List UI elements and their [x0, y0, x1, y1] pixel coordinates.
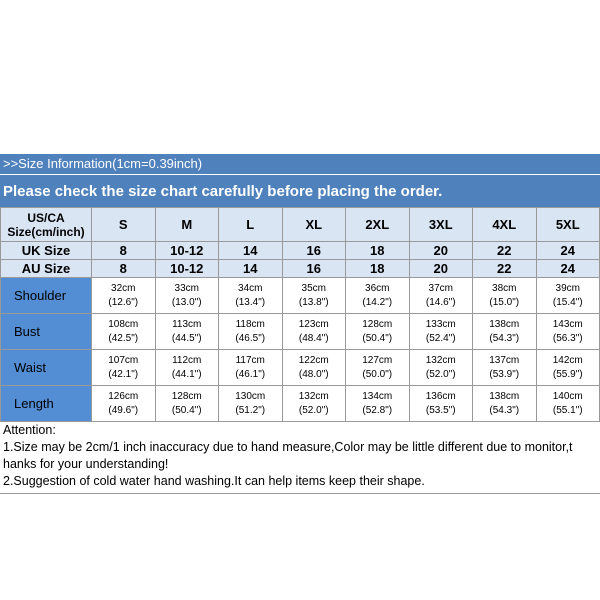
measurement-cell	[473, 278, 537, 314]
measurement-row	[1, 386, 600, 422]
measurement-row	[1, 314, 600, 350]
inch-value: (56.3")	[552, 332, 583, 344]
measurement-cell	[473, 350, 537, 386]
measurement-row	[1, 350, 600, 386]
inch-value: (54.3")	[489, 404, 520, 416]
measurement-cell	[409, 314, 473, 350]
measurement-cell	[282, 278, 346, 314]
uk-size-cell: 22	[473, 242, 537, 260]
measurement-cell	[92, 386, 156, 422]
uk-size-cell: 24	[536, 242, 600, 260]
measurement-label: Shoulder	[1, 278, 92, 314]
inch-value: (14.2")	[362, 296, 393, 308]
au-size-cell: 18	[346, 260, 410, 278]
measurement-cell	[536, 350, 600, 386]
measurement-cell	[536, 386, 600, 422]
measurement-cell	[409, 386, 473, 422]
inch-value: (42.1")	[108, 368, 139, 380]
au-size-cell: 20	[409, 260, 473, 278]
inch-value: (13.8")	[298, 296, 329, 308]
uk-size-cell: 16	[282, 242, 346, 260]
au-size-cell: 14	[219, 260, 283, 278]
measurement-cell	[346, 350, 410, 386]
size-chart	[0, 154, 600, 494]
cm-value: 128cm	[362, 318, 393, 330]
measurement-cell	[536, 278, 600, 314]
cm-value: 134cm	[362, 390, 393, 402]
inch-value: (44.5")	[171, 332, 202, 344]
inch-value: (13.0")	[171, 296, 202, 308]
inch-value: (54.3")	[489, 332, 520, 344]
inch-value: (12.6")	[108, 296, 139, 308]
measurement-cell	[282, 386, 346, 422]
measurement-label: Waist	[1, 350, 92, 386]
cm-value: 117cm	[235, 354, 265, 366]
cm-value: 122cm	[298, 354, 329, 366]
measurement-cell	[155, 314, 219, 350]
cm-value: 37cm	[428, 282, 453, 294]
cm-value: 130cm	[235, 390, 266, 402]
measurement-cell	[92, 314, 156, 350]
au-size-cell: 24	[536, 260, 600, 278]
measurement-cell	[219, 278, 283, 314]
cm-value: 36cm	[365, 282, 390, 294]
inch-value: (48.4")	[298, 332, 329, 344]
cm-value: 108cm	[108, 318, 139, 330]
uk-size-cell: 20	[409, 242, 473, 260]
size-info-banner: >>Size Information(1cm=0.39inch)	[0, 154, 600, 174]
inch-value: (14.6")	[425, 296, 456, 308]
note-line-1: 1.Size may be 2cm/1 inch inaccuracy due to hand measure,Color may be little different due to monitor,t hanks for your understanding!	[3, 440, 573, 471]
us-size-cell: 5XL	[536, 208, 600, 242]
measurement-cell	[473, 386, 537, 422]
inch-value: (52.0")	[298, 404, 329, 416]
inch-value: (52.0")	[425, 368, 456, 380]
inch-value: (50.0")	[362, 368, 393, 380]
us-size-row	[1, 208, 600, 242]
measurement-cell	[219, 314, 283, 350]
au-size-cell: 16	[282, 260, 346, 278]
inch-value: (44.1")	[171, 368, 202, 380]
measurement-cell	[409, 350, 473, 386]
cm-value: 112cm	[172, 354, 202, 366]
cm-value: 127cm	[362, 354, 393, 366]
cm-value: 138cm	[489, 318, 520, 330]
cm-value: 143cm	[552, 318, 583, 330]
uk-size-cell: 10-12	[155, 242, 219, 260]
measurement-cell	[219, 386, 283, 422]
us-size-cell: S	[92, 208, 156, 242]
inch-value: (50.4")	[171, 404, 202, 416]
inch-value: (15.4")	[552, 296, 583, 308]
us-size-cell: 4XL	[473, 208, 537, 242]
measurement-cell	[92, 350, 156, 386]
measurement-cell	[536, 314, 600, 350]
inch-value: (55.1")	[552, 404, 583, 416]
measurement-cell	[282, 314, 346, 350]
cm-value: 136cm	[425, 390, 456, 402]
cm-value: 126cm	[108, 390, 139, 402]
cm-value: 107cm	[108, 354, 139, 366]
measurement-cell	[155, 386, 219, 422]
au-size-row	[1, 260, 600, 278]
cm-value: 142cm	[552, 354, 583, 366]
cm-value: 137cm	[489, 354, 520, 366]
cm-value: 133cm	[425, 318, 456, 330]
inch-value: (13.4")	[235, 296, 266, 308]
measurement-cell	[155, 350, 219, 386]
uk-size-row	[1, 242, 600, 260]
measurement-cell	[346, 314, 410, 350]
cm-value: 34cm	[238, 282, 263, 294]
inch-value: (48.0")	[298, 368, 329, 380]
inch-value: (53.9")	[489, 368, 520, 380]
inch-value: (52.8")	[362, 404, 393, 416]
uk-size-cell: 14	[219, 242, 283, 260]
us-size-cell: XL	[282, 208, 346, 242]
inch-value: (15.0")	[489, 296, 520, 308]
cm-value: 35cm	[301, 282, 326, 294]
cm-value: 38cm	[492, 282, 517, 294]
inch-value: (51.2")	[235, 404, 266, 416]
cm-value: 132cm	[298, 390, 329, 402]
au-size-label: AU Size	[1, 260, 92, 278]
measurement-cell	[219, 350, 283, 386]
cm-value: 128cm	[171, 390, 202, 402]
measurement-row	[1, 278, 600, 314]
measurement-cell	[473, 314, 537, 350]
measurement-label: Length	[1, 386, 92, 422]
uk-size-label: UK Size	[1, 242, 92, 260]
measurement-cell	[346, 386, 410, 422]
inch-value: (55.9")	[552, 368, 583, 380]
note-line-2: 2.Suggestion of cold water hand washing.It can help items keep their shape.	[3, 474, 425, 488]
us-size-cell: L	[219, 208, 283, 242]
cm-value: 138cm	[489, 390, 520, 402]
au-size-cell: 8	[92, 260, 156, 278]
measurement-cell	[155, 278, 219, 314]
us-size-cell: M	[155, 208, 219, 242]
us-size-cell: 3XL	[409, 208, 473, 242]
cm-value: 32cm	[111, 282, 136, 294]
cm-value: 118cm	[235, 318, 265, 330]
measurement-cell	[92, 278, 156, 314]
measurement-cell	[346, 278, 410, 314]
cm-value: 113cm	[172, 318, 202, 330]
notes-section	[0, 422, 600, 494]
check-size-banner: Please check the size chart carefully before placing the order.	[0, 174, 600, 207]
au-size-cell: 22	[473, 260, 537, 278]
cm-value: 123cm	[298, 318, 329, 330]
measurement-cell	[282, 350, 346, 386]
inch-value: (46.1")	[235, 368, 266, 380]
measurement-cell	[409, 278, 473, 314]
cm-value: 39cm	[555, 282, 580, 294]
uk-size-cell: 8	[92, 242, 156, 260]
attention-heading: Attention:	[3, 423, 56, 437]
inch-value: (50.4")	[362, 332, 393, 344]
us-size-label: US/CA Size(cm/inch)	[1, 208, 92, 242]
au-size-cell: 10-12	[155, 260, 219, 278]
cm-value: 33cm	[174, 282, 199, 294]
cm-value: 132cm	[425, 354, 456, 366]
us-size-cell: 2XL	[346, 208, 410, 242]
inch-value: (53.5")	[425, 404, 456, 416]
measurement-label: Bust	[1, 314, 92, 350]
inch-value: (42.5")	[108, 332, 139, 344]
size-table	[0, 207, 600, 422]
inch-value: (52.4")	[425, 332, 456, 344]
cm-value: 140cm	[552, 390, 583, 402]
uk-size-cell: 18	[346, 242, 410, 260]
inch-value: (46.5")	[235, 332, 266, 344]
inch-value: (49.6")	[108, 404, 139, 416]
